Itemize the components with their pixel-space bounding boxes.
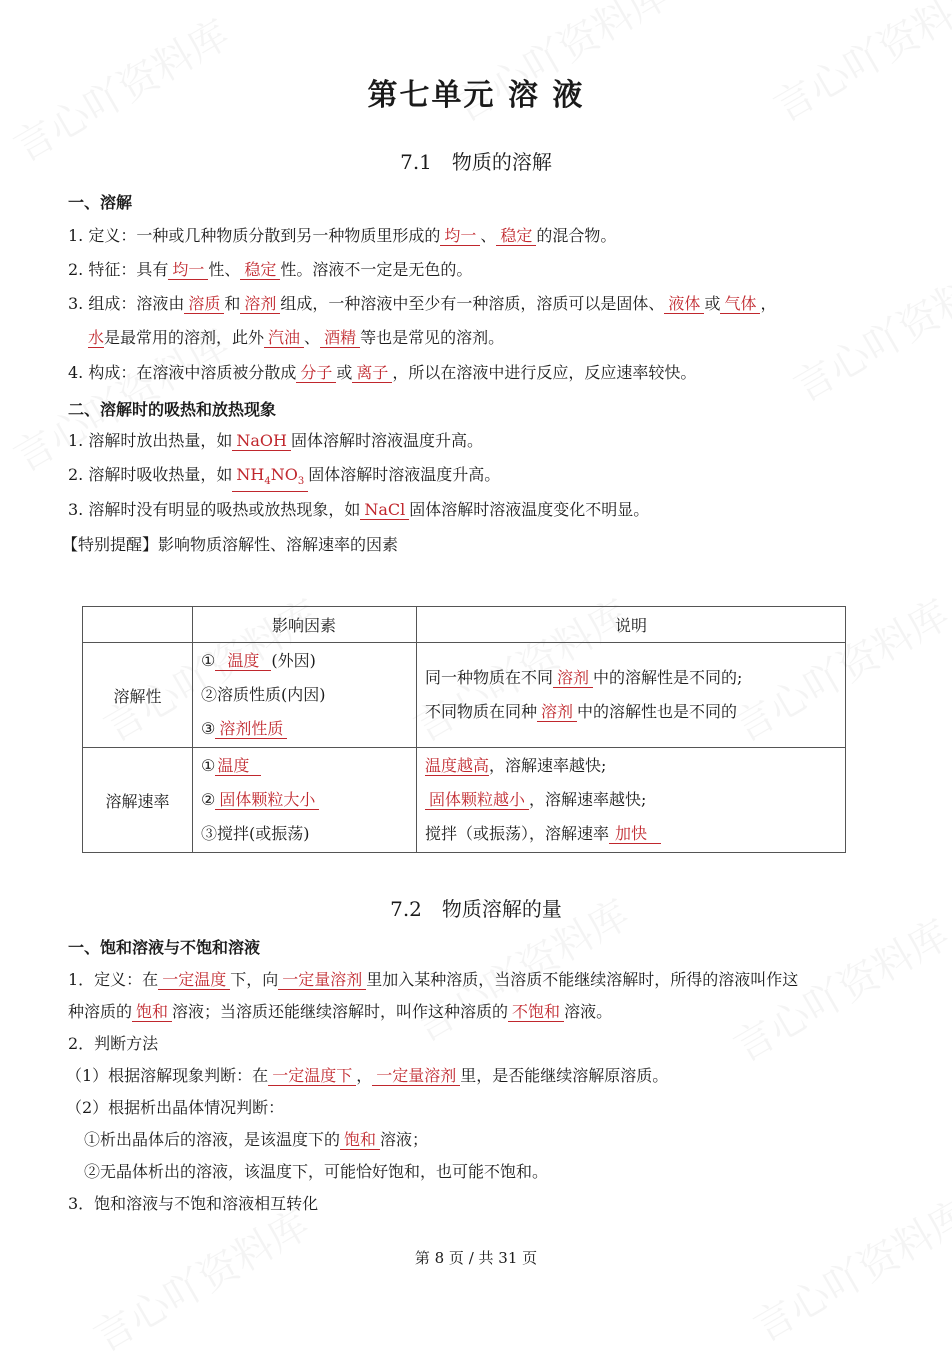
answer-blank: 液体 [664,295,704,314]
factor-item [201,783,415,817]
text: ② [201,790,216,809]
text: 的混合物。 [536,226,617,245]
answer-blank: 均一 [440,227,480,246]
text: 或 [336,363,353,382]
text: ， [356,1066,373,1085]
factor-item: ②溶质性质(内因) [201,685,326,704]
text: 固体溶解时溶液温度升高。 [290,431,483,450]
answer-blank: 离子 [352,364,392,383]
text: 种溶质的 [68,1002,133,1021]
text: ① [201,756,216,775]
structure-line [68,363,696,383]
text: 、 [304,328,321,347]
answer-blank: 稳定 [240,261,280,280]
text: 中的溶解性也是不同的 [577,702,738,721]
feature-line [68,260,472,280]
row-label: 溶解速率 [83,748,193,853]
answer-blank: 一定温度 [158,971,230,990]
text: 组成，一种溶液中至少有一种溶质，溶质可以是固体、 [280,294,665,313]
text: 2. 溶解时吸收热量，如 [68,465,233,484]
section-heading-7-1: 7.1 物质的溶解 [400,150,552,174]
answer-blank: 酒精 [320,329,360,348]
watermark [82,1194,318,1363]
formula-part: NO [270,465,298,484]
text: 里，是否能继续溶解原溶质。 [460,1066,669,1085]
text: 里加入某种溶质，当溶质不能继续溶解时，所得的溶液叫作这 [366,970,799,989]
text: 4. 构成：在溶液中溶质被分散成 [68,363,297,382]
text: ，溶解速率越快; [529,790,647,809]
answer-blank: 溶质 [184,295,224,314]
watermark [782,244,952,413]
text: 和 [224,294,241,313]
judge-method-1 [66,1066,668,1086]
answer-blank: 饱和 [132,1003,172,1022]
answer-blank: 分子 [296,364,336,383]
answer-blank [232,466,308,492]
text: 、 [480,226,497,245]
answer-blank: 温度 [215,757,261,776]
answer-blank: 温度 [215,652,271,671]
answer-blank: 溶剂 [553,669,593,688]
text: 性。溶液不一定是无色的。 [280,260,473,279]
subscript: 3 [297,476,305,488]
answer-blank: 固体颗粒越小 [425,791,529,810]
subsection-dissolution: 一、溶解 [68,193,133,212]
answer-blank: 溶剂 [240,295,280,314]
note-cell [417,748,846,853]
formula-part: NH [236,465,265,484]
text: 下，向 [230,970,279,989]
answer-blank: 饱和 [340,1131,380,1150]
text: 3. 组成：溶液由 [68,294,185,313]
answer-blank: 水 [88,328,105,347]
text: 溶液； [380,1130,429,1149]
page-title: 第七单元 溶 液 [367,78,585,113]
text: 同一种物质在不同 [425,668,554,687]
heat-release-line [68,431,483,451]
row-label: 溶解性 [83,643,193,748]
text: 固体溶解时溶液温度变化不明显。 [409,500,650,519]
text: 3. 溶解时没有明显的吸热或放热现象，如 [68,500,361,519]
text: ， [760,294,777,313]
answer-blank: 稳定 [496,227,536,246]
factor-item [201,712,415,746]
answer-blank: 一定温度下 [268,1067,356,1086]
judge-method-2: （2）根据析出晶体情况判断： [66,1098,285,1117]
table-header: 说明 [417,607,846,643]
heat-absorb-line [68,465,500,492]
no-heat-line [68,500,649,520]
answer-blank: NaCl [360,501,409,520]
answer-blank: 温度越高 [425,756,490,775]
text: ①析出晶体后的溶液，是该温度下的 [84,1130,341,1149]
answer-blank: 固体颗粒大小 [215,791,319,810]
text: （1）根据溶解现象判断：在 [66,1066,269,1085]
factors-table [82,606,846,853]
factor-item [201,749,415,783]
text: 1. 定义：一种或几种物质分散到另一种物质里形成的 [68,226,441,245]
note-item [425,783,844,817]
text: 搅拌（或振荡），溶解速率 [425,824,610,843]
answer-blank: 加快 [609,825,661,844]
definition-line [68,226,616,246]
note-item [425,749,844,783]
subscript: 4 [264,476,271,488]
text: 1. 溶解时放出热量，如 [68,431,233,450]
note-cell [417,643,846,748]
text: ，所以在溶液中进行反应，反应速率较快。 [392,363,697,382]
text: 等也是常见的溶剂。 [360,328,505,347]
judge-item-1 [84,1130,428,1150]
composition-line-cont [88,328,504,348]
note-item [425,695,844,729]
text: ③ [201,719,216,738]
text: ，溶解速率越快; [489,756,607,775]
answer-blank: 气体 [720,295,760,314]
answer-blank: 均一 [168,261,208,280]
subsection-heat: 二、溶解时的吸热和放热现象 [68,400,277,419]
text: 1．定义：在 [68,970,159,989]
conversion-heading: 3．饱和溶液与不饱和溶液相互转化 [68,1194,319,1213]
text: 溶液；当溶质还能继续溶解时，叫作这种溶质的 [172,1002,509,1021]
saturated-definition-cont [68,1002,612,1022]
judge-method: 2．判断方法 [68,1034,159,1053]
answer-blank: 溶剂性质 [215,720,287,739]
composition-line [68,294,776,314]
factors-cell [193,643,417,748]
saturated-definition [68,970,798,990]
watermark [742,1184,952,1353]
factors-cell [193,748,417,853]
answer-blank: 汽油 [264,329,304,348]
answer-blank: 不饱和 [508,1003,564,1022]
text: ① [201,651,216,670]
answer-blank: NaOH [232,432,291,451]
answer-blank: 一定量溶剂 [278,971,366,990]
special-tip: 【特别提醒】影响物质溶解性、溶解速率的因素 [62,535,399,554]
table-header-row [83,607,846,643]
text: 2. 特征：具有 [68,260,169,279]
text: (外因) [271,651,316,670]
page-footer: 第 8 页 / 共 31 页 [414,1249,538,1267]
text: 固体溶解时溶液温度升高。 [308,465,501,484]
text: 溶液。 [564,1002,613,1021]
factor-item [201,644,415,678]
table-row [83,748,846,853]
factor-item: ③搅拌(或振荡) [201,824,310,843]
text: 不同物质在同种 [425,702,538,721]
table-header: 影响因素 [193,607,417,643]
note-item [425,661,844,695]
judge-item-2: ②无晶体析出的溶液，该温度下，可能恰好饱和，也可能不饱和。 [84,1162,549,1181]
text: 或 [704,294,721,313]
subsection-saturated: 一、饱和溶液与不饱和溶液 [68,938,261,957]
section-heading-7-2: 7.2 物质溶解的量 [390,897,562,921]
text: 中的溶解性是不同的; [593,668,743,687]
table-header-empty [83,607,193,643]
text: 性、 [208,260,241,279]
answer-blank: 溶剂 [537,703,577,722]
text: 是最常用的溶剂，此外 [104,328,265,347]
table-row [83,643,846,748]
answer-blank: 一定量溶剂 [372,1067,460,1086]
note-item [425,817,844,851]
